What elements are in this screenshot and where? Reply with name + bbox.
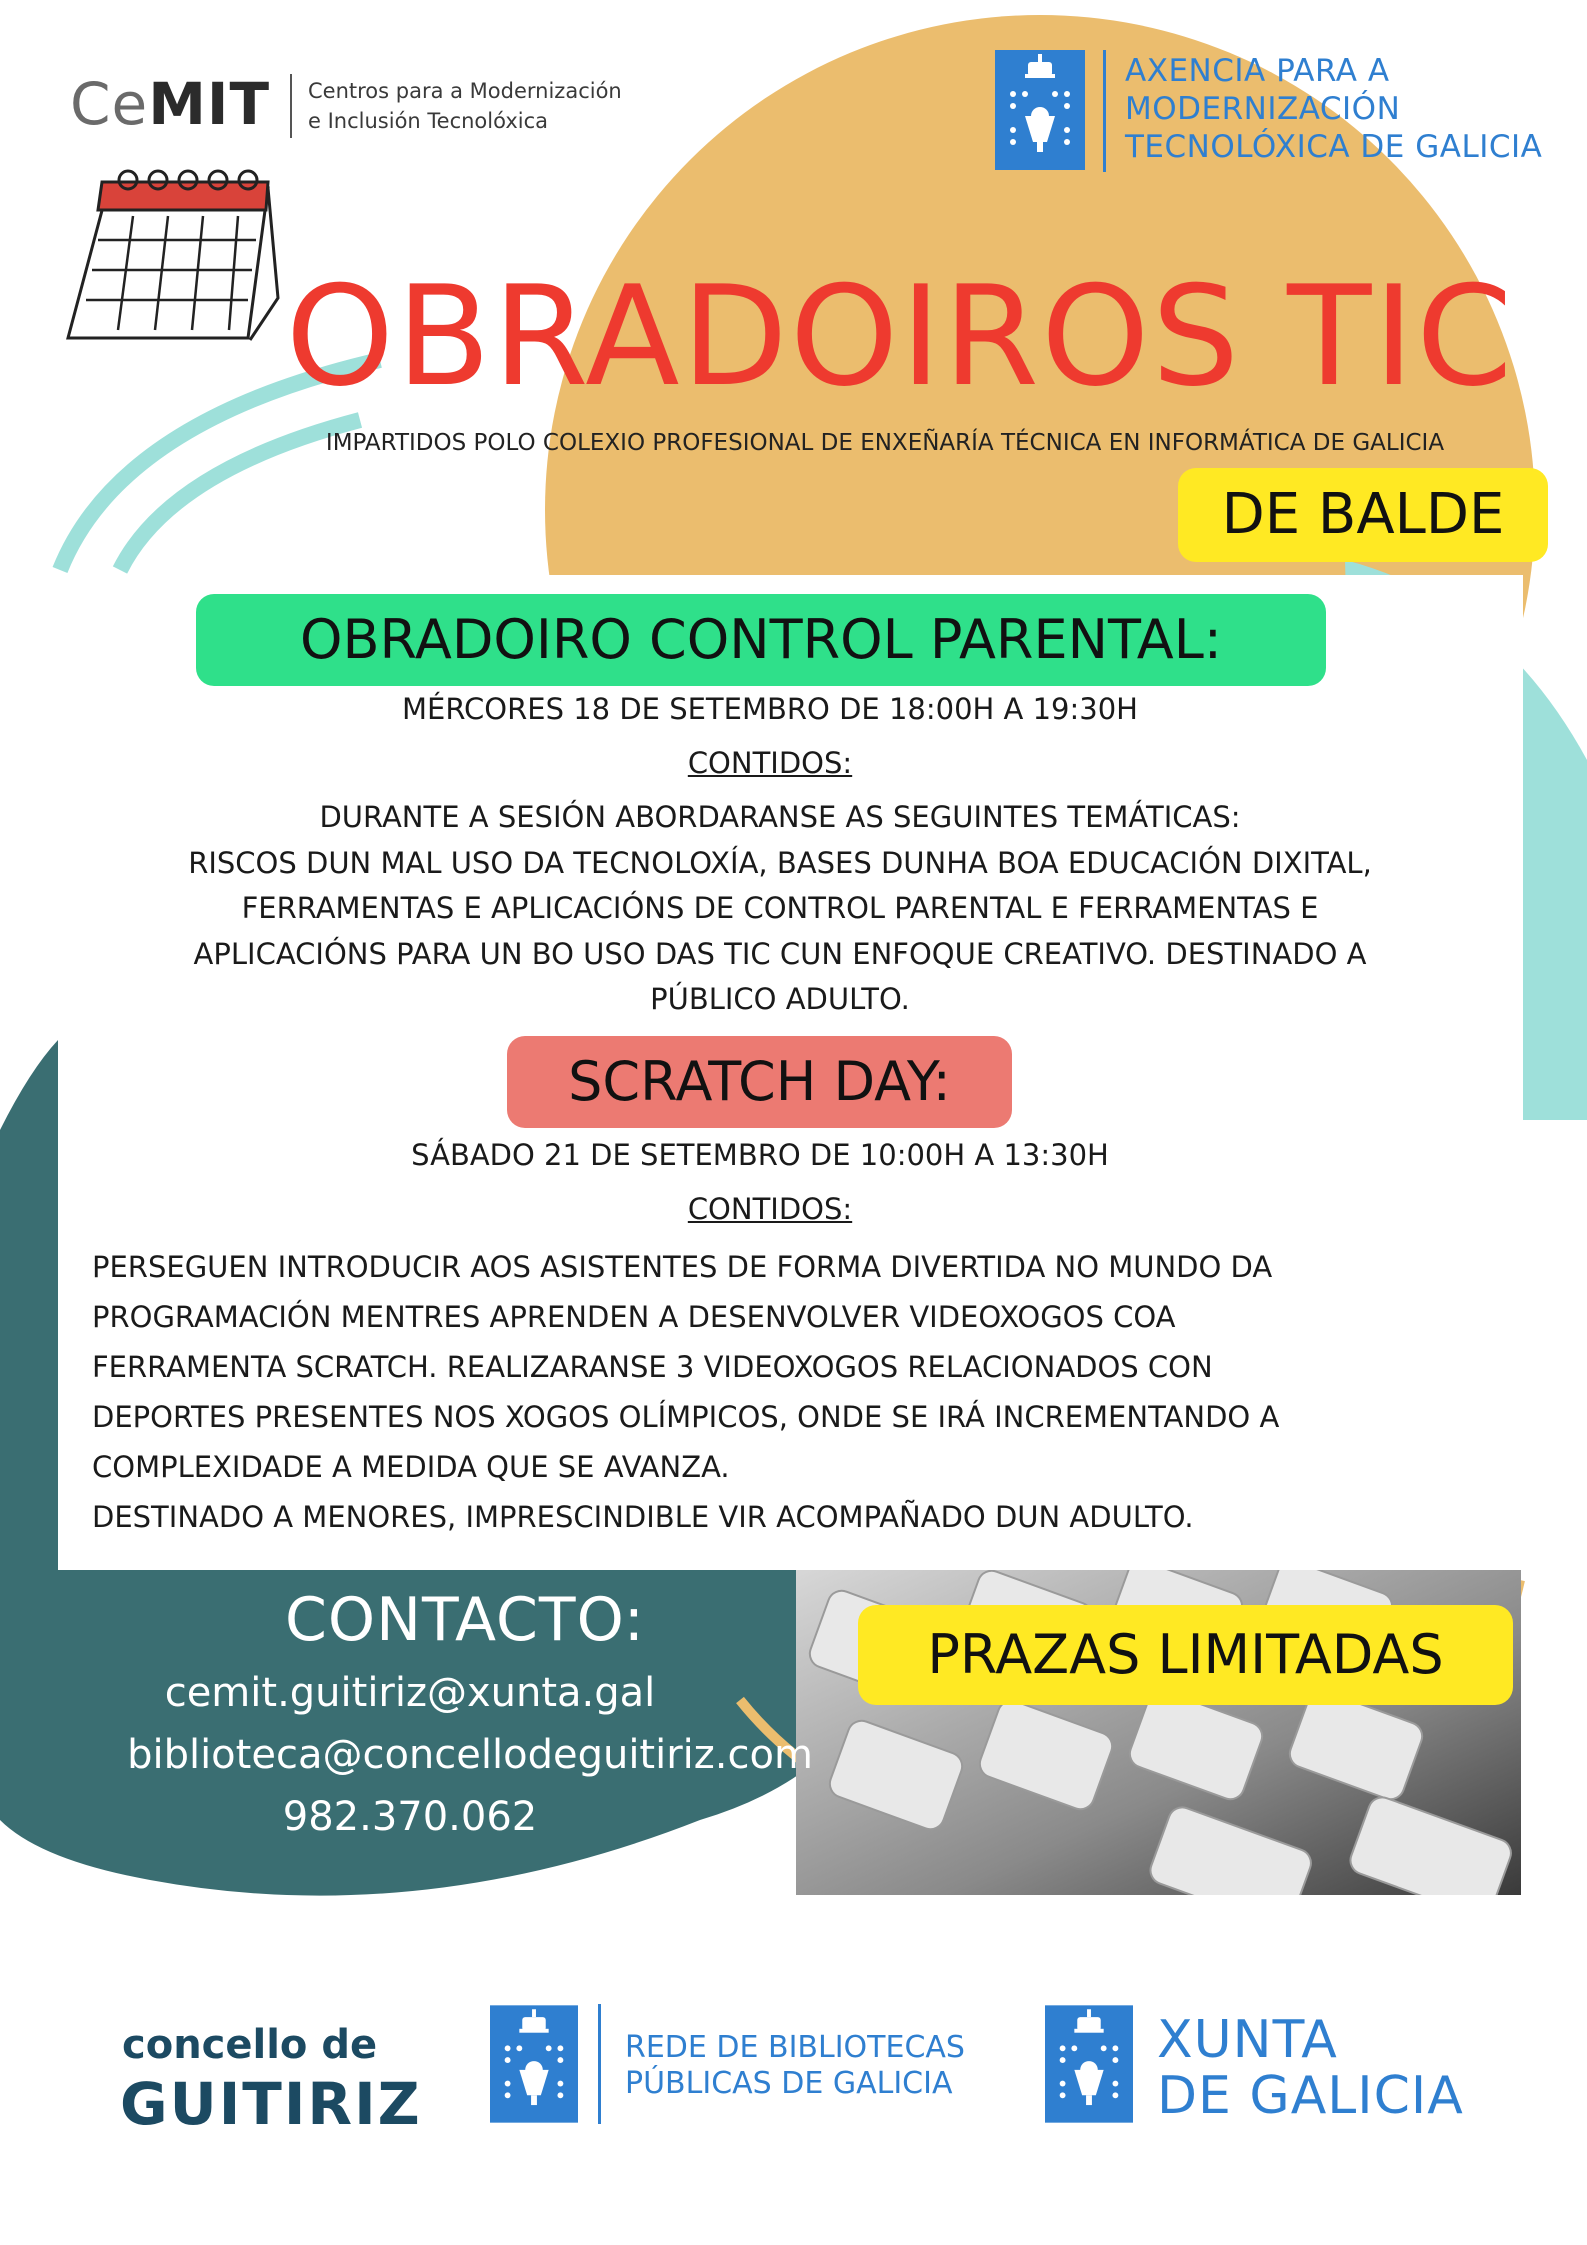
library-network-name: REDE DE BIBLIOTECAS PÚBLICAS DE GALICIA — [625, 2030, 965, 2101]
galicia-shield-icon — [490, 2002, 578, 2126]
description-line: FERRAMENTAS E APLICACIÓNS DE CONTROL PARENTAL E FERRAMENTAS E — [241, 891, 1319, 925]
guitiriz-logo: concello de GUITIRIZ — [120, 2022, 422, 2138]
poster-title: OBRADOIROS TIC — [285, 256, 1515, 417]
contact-phone[interactable]: 982.370.062 — [282, 1794, 538, 1840]
limited-places-badge: PRAZAS LIMITADAS — [858, 1605, 1513, 1705]
workshop-parental-description — [100, 795, 1460, 1023]
workshop-parental-schedule: MÉRCORES 18 DE SETEMBRO DE 18:00H A 19:30H — [401, 692, 1138, 726]
free-badge: DE BALDE — [1178, 468, 1548, 562]
workshop-parental-contents-label: CONTIDOS: — [687, 746, 853, 780]
library-network-logo — [490, 2002, 1010, 2132]
agency-divider — [1103, 50, 1106, 172]
galicia-shield-icon — [1045, 2002, 1133, 2126]
workshop-scratch-schedule: SÁBADO 21 DE SETEMBRO DE 10:00H A 13:30H — [411, 1138, 1109, 1172]
agency-name: AXENCIA PARA A MODERNIZACIÓN TECNOLÓXICA DE GALICIA — [1125, 53, 1543, 165]
cemit-logo — [70, 70, 640, 150]
description-line: DEPORTES PRESENTES NOS XOGOS OLÍMPICOS, ONDE SE IRÁ INCREMENTANDO A — [92, 1400, 1280, 1434]
description-line: PÚBLICO ADULTO. — [650, 982, 910, 1016]
workshop-scratch-contents-label: CONTIDOS: — [687, 1192, 853, 1226]
cemit-divider — [290, 74, 292, 138]
description-line: APLICACIÓNS PARA UN BO USO DAS TIC CUN ENFOQUE CREATIVO. DESTINADO A — [193, 936, 1367, 971]
agency-logo — [995, 50, 1575, 175]
workshop-scratch-description — [92, 1242, 1492, 1542]
calendar-icon — [38, 168, 288, 358]
description-line: PROGRAMACIÓN MENTRES APRENDEN A DESENVOLVER VIDEOXOGOS COA — [92, 1300, 1176, 1334]
description-line: FERRAMENTA SCRATCH. REALIZARANSE 3 VIDEOXOGOS RELACIONADOS CON — [92, 1350, 1213, 1384]
description-line: COMPLEXIDADE A MEDIDA QUE SE AVANZA. — [92, 1450, 730, 1484]
poster-subtitle: IMPARTIDOS POLO COLEXIO PROFESIONAL DE ENXEÑARÍA TÉCNICA EN INFORMÁTICA DE GALICIA — [325, 430, 1445, 456]
footer-divider — [598, 2004, 601, 2124]
contact-title: CONTACTO: — [285, 1585, 645, 1655]
workshop-scratch-title: SCRATCH DAY: — [507, 1036, 1012, 1128]
galicia-shield-icon — [995, 50, 1085, 170]
description-line: DURANTE A SESIÓN ABORDARANSE AS SEGUINTES TEMÁTICAS: — [319, 800, 1241, 834]
description-line: PERSEGUEN INTRODUCIR AOS ASISTENTES DE FORMA DIVERTIDA NO MUNDO DA — [92, 1250, 1273, 1284]
workshop-parental-title: OBRADOIRO CONTROL PARENTAL: — [196, 594, 1326, 686]
xunta-logo — [1045, 2002, 1565, 2132]
cemit-wordmark: CeMIT — [70, 70, 271, 138]
cemit-tagline: Centros para a Modernización e Inclusión Tecnolóxica — [308, 79, 622, 133]
contact-email-cemit[interactable]: cemit.guitiriz@xunta.gal — [164, 1670, 656, 1716]
xunta-name: XUNTA DE GALICIA — [1157, 2010, 1464, 2126]
description-line: RISCOS DUN MAL USO DA TECNOLOXÍA, BASES DUNHA BOA EDUCACIÓN DIXITAL, — [188, 845, 1372, 880]
contact-email-library[interactable]: biblioteca@concellodeguitiriz.com — [127, 1732, 813, 1778]
description-line: DESTINADO A MENORES, IMPRESCINDIBLE VIR ACOMPAÑADO DUN ADULTO. — [92, 1500, 1194, 1534]
